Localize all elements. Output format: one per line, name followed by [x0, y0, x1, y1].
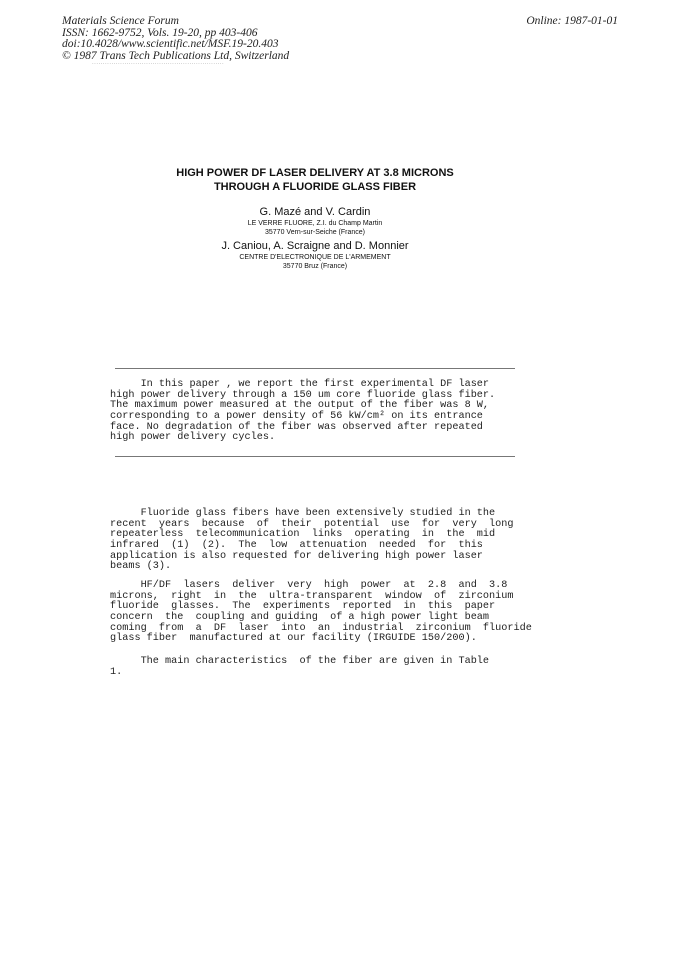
body-line: coming from a DF laser into an industrial zirconium fluoride: [110, 622, 532, 634]
affiliation-line: CENTRE D'ELECTRONIQUE DE L'ARMEMENT: [239, 254, 391, 261]
abstract-bottom-rule: [115, 456, 515, 457]
body-line: microns, right in the ultra-transparent window of zirconium: [110, 590, 514, 602]
body-paragraph-3: [110, 657, 522, 678]
author-block-2: [0, 240, 630, 271]
issn-line: ISSN: 1662-9752, Vols. 19-20, pp 403-406: [62, 26, 258, 39]
author-names: J. Caniou, A. Scraigne and D. Monnier: [221, 240, 409, 252]
abstract-line: corresponding to a power density of 56 kW/cm² on its entrance: [110, 411, 483, 423]
abstract-line: face. No degradation of the fiber was observed after repeated: [110, 421, 483, 433]
abstract-line: In this paper , we report the first experimental DF laser: [110, 379, 490, 390]
body-line: 1.: [110, 666, 123, 678]
body-line: Fluoride glass fibers have been extensively studied in the: [110, 508, 496, 519]
online-date: Online: 1987-01-01: [526, 15, 618, 27]
journal-header: [62, 16, 289, 62]
body-line: The main characteristics of the fiber are given in Table: [110, 656, 490, 667]
doi-line: doi:10.4028/www.scientific.net/MSF.19-20.403: [62, 38, 279, 50]
copyright-line: © 1987 Trans Tech Publications Ltd, Switzerland: [62, 49, 290, 62]
affiliation-line: LE VERRE FLUORE, Z.I. du Champ Martin: [247, 220, 383, 227]
abstract-line: high power delivery cycles.: [110, 432, 276, 444]
author-block-1: [0, 206, 630, 237]
abstract-line: high power delivery through a 150 um core fluoride glass fiber.: [110, 389, 496, 401]
title-line-2: THROUGH A FLUORIDE GLASS FIBER: [213, 181, 417, 193]
body-line: beams (3).: [110, 561, 172, 573]
affiliation-address: 35770 Bruz (France): [282, 263, 348, 270]
title-line-1: HIGH POWER DF LASER DELIVERY AT 3.8 MICRONS: [176, 167, 454, 179]
body-line: recent years because of their potential use for very long: [110, 518, 514, 530]
journal-name: Materials Science Forum: [62, 15, 179, 27]
body-line: infrared (1) (2). The low attenuation needed for this: [110, 540, 483, 552]
author-names: G. Mazé and V. Cardin: [259, 206, 371, 218]
body-paragraph-2: [110, 580, 532, 645]
paper-title: [0, 166, 630, 194]
body-line: application is also requested for delivering high power laser: [110, 550, 483, 562]
body-paragraph-1: [110, 509, 522, 573]
body-line: HF/DF lasers deliver very high power at 2.8 and 3.8: [110, 580, 508, 591]
abstract: [110, 380, 522, 444]
abstract-line: The maximum power measured at the output of the fiber was 8 W,: [110, 400, 490, 412]
body-line: concern the coupling and guiding of a high power light beam: [110, 612, 490, 624]
affiliation-address: 35770 Vern-sur-Seiche (France): [265, 229, 365, 236]
body-line: glass fiber manufactured at our facility (IRGUIDE 150/200).: [110, 633, 477, 645]
abstract-top-rule: [115, 368, 515, 369]
body-line: fluoride glasses. The experiments reported in this paper: [110, 601, 496, 613]
body-line: repeaterless telecommunication links operating in the mid: [110, 529, 496, 541]
faint-scan-artifact: .............................................................: [92, 60, 225, 65]
